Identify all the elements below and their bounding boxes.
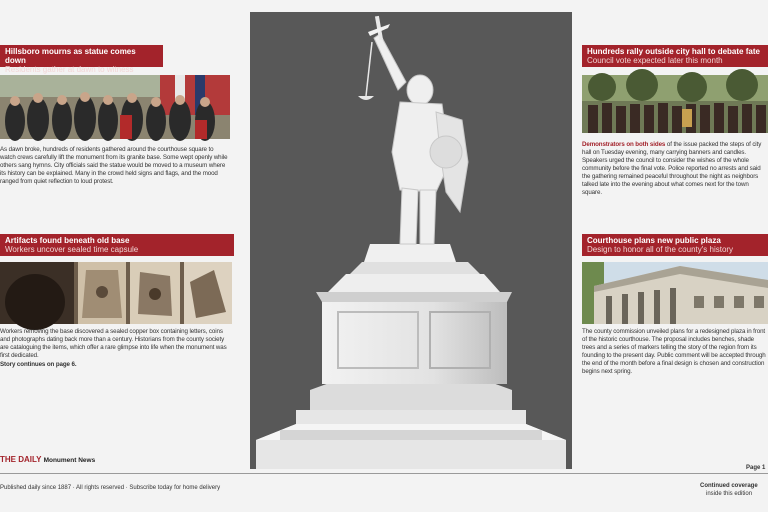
body-lead: Demonstrators on both sides xyxy=(582,141,666,148)
right-story2-headline[interactable] xyxy=(582,234,768,256)
footer-page-label: Page 1 xyxy=(746,465,766,471)
rally-photo xyxy=(582,75,768,133)
logo-line-2: Monument News xyxy=(43,457,96,464)
left-story2-body: Workers removing the base discovered a sealed copper box containing letters, coins and photographs dating back more than a century. Historians from the county society are cataloguing the items, which offer a rare glimpse into life when the monument was first dedicated. xyxy=(0,328,227,359)
headline-subline: Workers uncover sealed time capsule xyxy=(5,245,139,254)
footer-right-line1: Continued coverage xyxy=(700,483,758,489)
masthead-logo[interactable] xyxy=(0,456,95,465)
left-story1-headline[interactable] xyxy=(0,45,163,74)
headline-line: Hillsboro mourns as statue comes down xyxy=(5,47,136,65)
headline-subline: Design to honor all of the county's history xyxy=(587,245,734,254)
headline-line: Courthouse plans new public plaza xyxy=(587,236,721,245)
left-story2-headline[interactable] xyxy=(0,234,234,256)
right-story1-headline[interactable] xyxy=(582,45,768,67)
body-text: of the issue packed the steps of city hall on Tuesday evening, many carrying banners and candles. Speakers urged the council to consider the wishes of the whole community before the final vote. Police reported no arrests and said the gathering remained peaceful throughout the night as neighbors talked late into the evening about what comes next for the town square. xyxy=(582,141,762,196)
courthouse-photo xyxy=(582,262,768,324)
left-story1-body: As dawn broke, hundreds of residents gathered around the courthouse square to watch crews carefully lift the monument from its granite base. Some wept openly while others sang hymns. City officials said the statue would be moved to a museum where its history can be explained. Many in the crowd held signs and flags, and the mood ranged from quiet reflection to loud protest. xyxy=(0,146,228,185)
footer-right-line2: inside this edition xyxy=(706,491,753,497)
statue-panel xyxy=(250,12,572,469)
left-story2-continued[interactable]: Story continues on page 6. xyxy=(0,361,77,368)
headline-subline: Residents gather at dawn to witness xyxy=(5,65,134,74)
right-story1-body xyxy=(582,141,768,209)
headline-line: Artifacts found beneath old base xyxy=(5,236,130,245)
logo-line-1: THE DAILY xyxy=(0,455,42,464)
statue-illustration xyxy=(250,12,572,469)
headline-line: Hundreds rally outside city hall to debate fate xyxy=(587,47,760,56)
headline-subline: Council vote expected later this month xyxy=(587,56,723,65)
crowd-photo xyxy=(0,75,230,139)
right-story2-body: The county commission unveiled plans for a redesigned plaza in front of the historic courthouse. The proposal includes benches, shade trees and a series of markers telling the story of the region from its founding to the present day. Public comment will be accepted through the end of the month before a final design is chosen and construction begins next spring. xyxy=(582,328,766,375)
footer-left-text: Published daily since 1887 · All rights reserved · Subscribe today for home delivery xyxy=(0,485,221,491)
footer-divider xyxy=(0,473,768,474)
artifacts-photo xyxy=(0,262,232,324)
